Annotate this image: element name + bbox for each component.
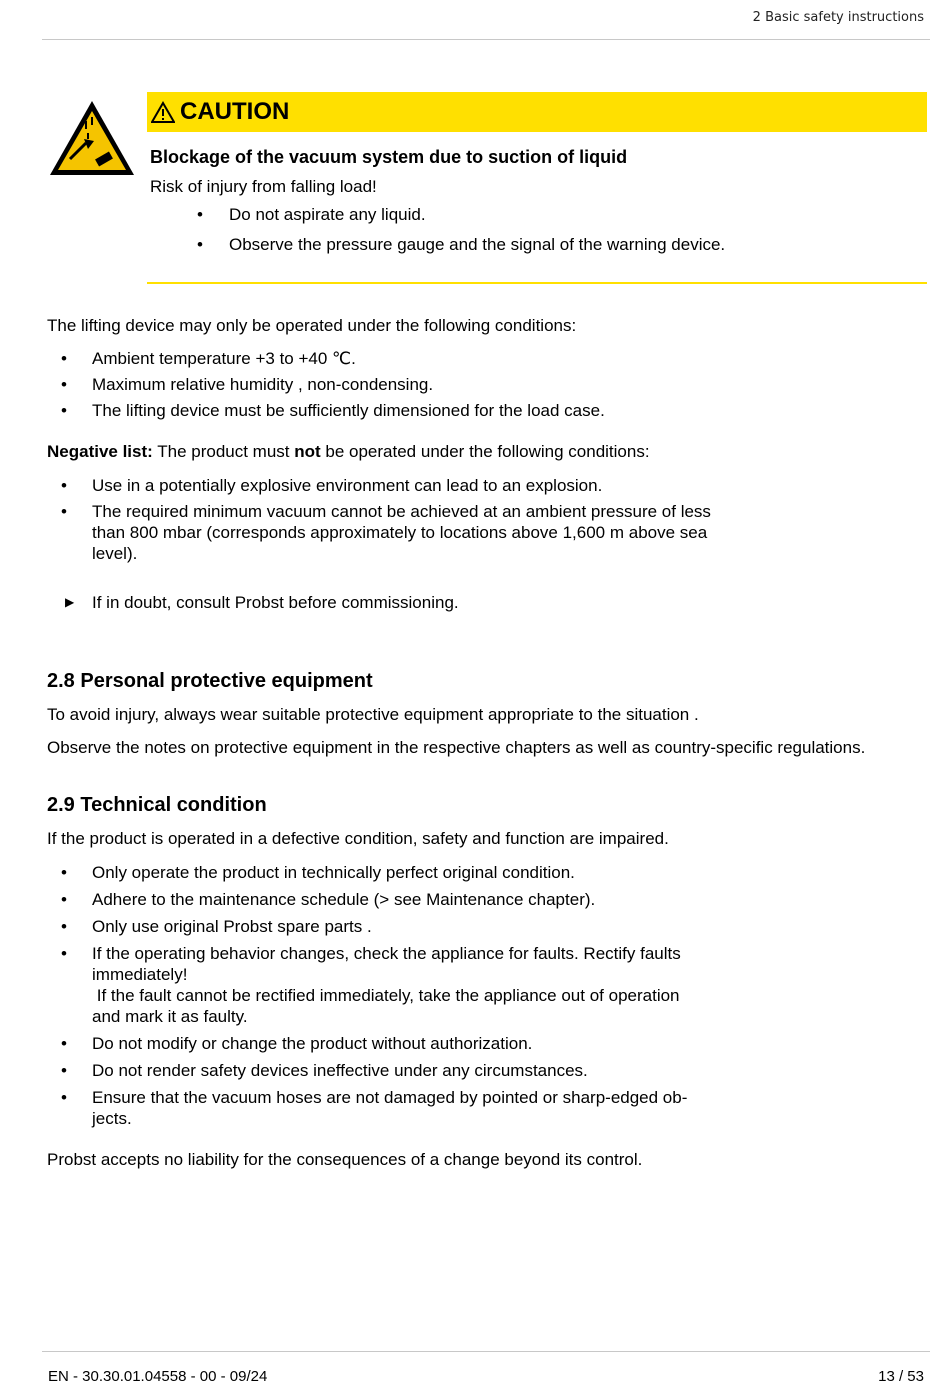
list-item: • If the operating behavior changes, check the appliance for faults. Rectify faults immediately! If the fault cannot be rectified immediately, take the appliance out of operation and mark it as faulty.	[47, 943, 712, 1027]
caution-triangle-icon	[151, 101, 175, 123]
paragraph: Observe the notes on protective equipment in the respective chapters as well as country-specific regulations.	[47, 738, 866, 757]
chapter-header: 2 Basic safety instructions	[752, 10, 924, 25]
list-item: • Only operate the product in technically perfect original condition.	[47, 862, 712, 883]
list-item: • Adhere to the maintenance schedule (> see Maintenance chapter).	[47, 889, 712, 910]
list-item: • Maximum relative humidity , non-condensing.	[47, 374, 712, 395]
paragraph: To avoid injury, always wear suitable protective equipment appropriate to the situation .	[47, 705, 699, 724]
list-item: • Use in a potentially explosive environment can lead to an explosion.	[47, 475, 712, 496]
main-content	[47, 315, 907, 1170]
page-number: 13 / 53	[878, 1368, 924, 1385]
conditions-intro: The lifting device may only be operated under the following conditions:	[47, 316, 577, 335]
caution-banner	[147, 92, 927, 132]
closing-paragraph: Probst accepts no liability for the consequences of a change beyond its control.	[47, 1150, 643, 1169]
footer-divider	[42, 1351, 930, 1352]
negative-emphasis: not	[294, 442, 321, 461]
list-item: • Ensure that the vacuum hoses are not damaged by pointed or sharp-edged ob-jects.	[47, 1087, 712, 1129]
falling-load-warning-icon	[48, 99, 136, 177]
caution-label: CAUTION	[180, 98, 290, 125]
caution-body	[150, 147, 920, 265]
list-item: • Do not modify or change the product without authorization.	[47, 1033, 712, 1054]
action-step: ▶ If in doubt, consult Probst before commissioning.	[65, 593, 459, 612]
list-item: • The lifting device must be sufficiently dimensioned for the load case.	[47, 400, 712, 421]
list-item: • Do not aspirate any liquid.	[150, 205, 920, 225]
list-item: • Observe the pressure gauge and the signal of the warning device.	[150, 235, 920, 255]
triangle-right-icon: ▶	[65, 595, 75, 609]
document-id: EN - 30.30.01.04558 - 00 - 09/24	[48, 1368, 268, 1385]
list-item: • Only use original Probst spare parts .	[47, 916, 712, 937]
section-heading: 2.9 Technical condition	[47, 794, 267, 816]
list-item: • Ambient temperature +3 to +40 ℃.	[47, 348, 712, 369]
list-item: • Do not render safety devices ineffective under any circumstances.	[47, 1060, 712, 1081]
caution-title: Blockage of the vacuum system due to suction of liquid	[150, 147, 628, 167]
technical-condition-list	[47, 862, 907, 1129]
caution-divider	[147, 282, 927, 284]
negative-list-label: Negative list:	[47, 442, 153, 461]
list-item: • The required minimum vacuum cannot be achieved at an ambient pressure of less than 800 mbar (corresponds approximately to locations above 1,600 m above sea level).	[47, 501, 712, 564]
section-heading: 2.8 Personal protective equipment	[47, 670, 373, 692]
negative-list-intro: Negative list: The product must not be operated under the following conditions:	[47, 442, 650, 461]
negative-list	[47, 475, 907, 564]
conditions-list	[47, 348, 907, 421]
caution-risk: Risk of injury from falling load!	[150, 177, 377, 196]
caution-list	[150, 205, 920, 255]
header-divider	[42, 39, 930, 40]
paragraph: If the product is operated in a defective condition, safety and function are impaired.	[47, 829, 669, 848]
